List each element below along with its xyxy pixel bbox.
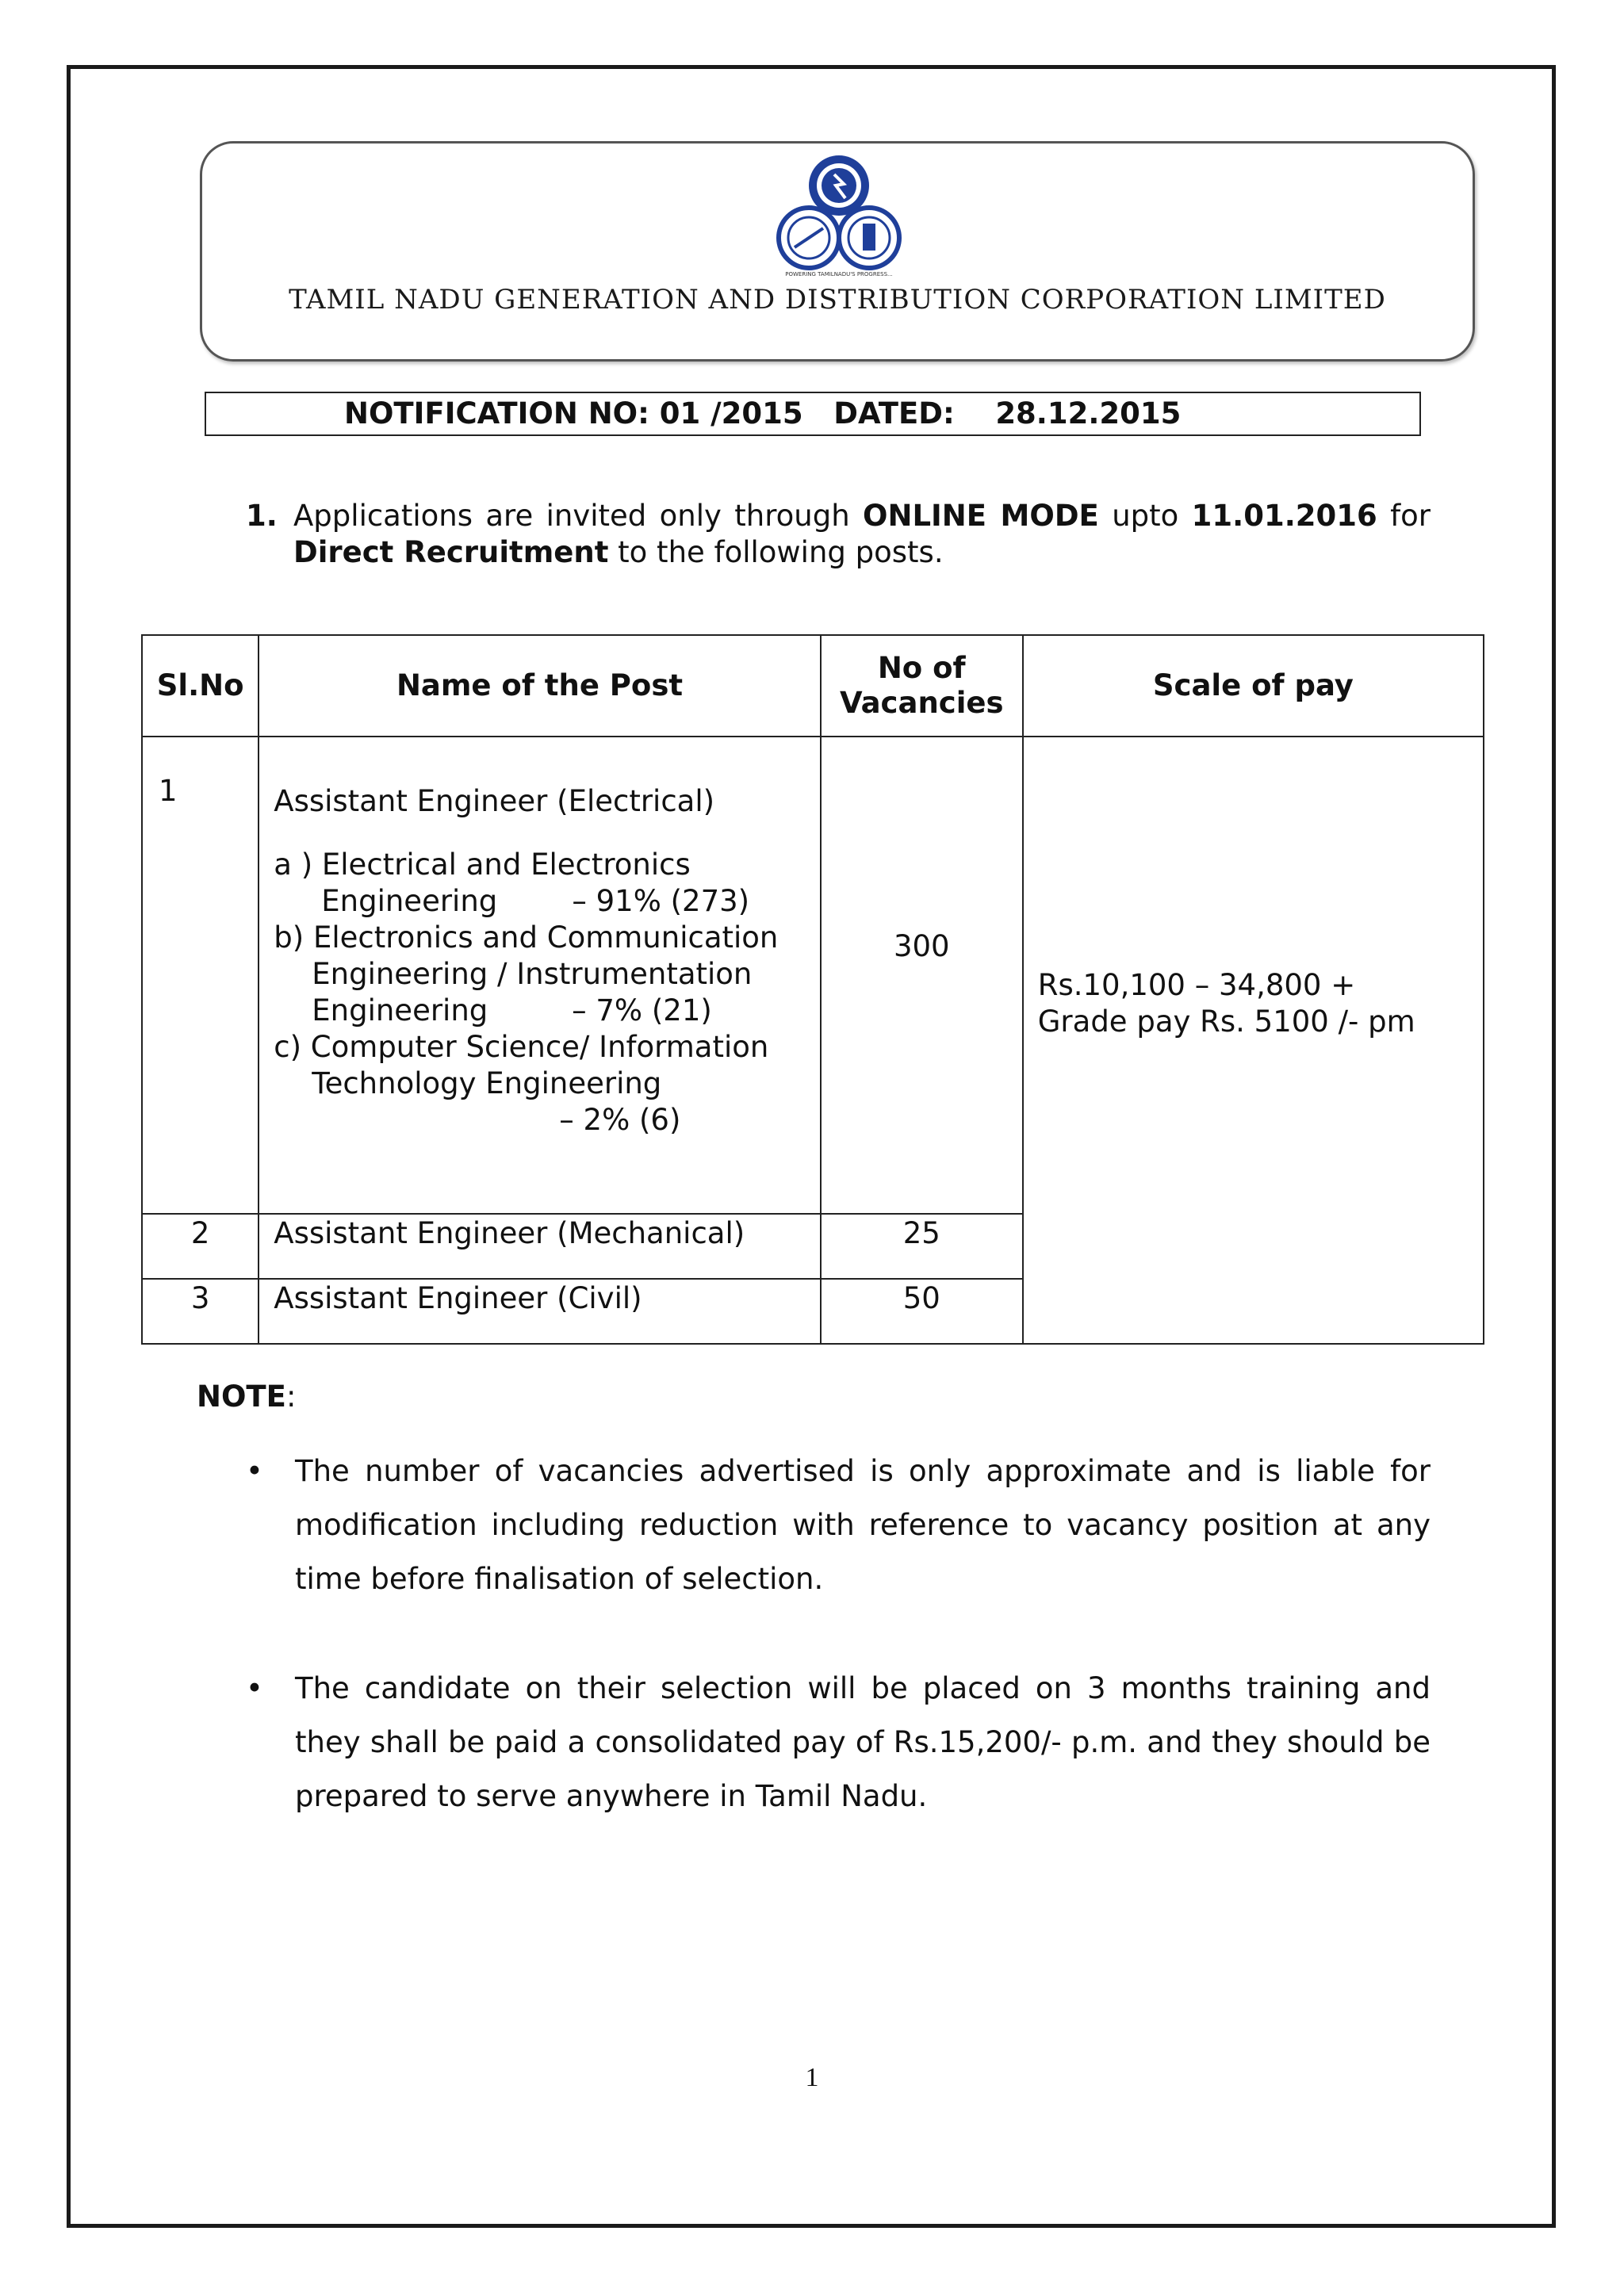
note-bullet-2: [246, 1662, 1431, 1823]
note-heading: NOTE:: [197, 1380, 297, 1414]
header-scale-of-pay: Scale of pay: [1023, 635, 1484, 737]
page-number: 1: [805, 2063, 819, 2092]
intro-number: 1.: [246, 499, 278, 533]
row1-option-c: c) Computer Science/ Information: [274, 1030, 769, 1064]
organization-name: TAMIL NADU GENERATION AND DISTRIBUTION CORPORATION LIMITED: [289, 284, 1386, 316]
row1-post: [259, 737, 820, 1214]
row1-option-a-detail: Engineering – 91% (273): [321, 884, 750, 918]
table-header-row: [142, 635, 1484, 737]
header-vacancies: No of Vacancies: [821, 635, 1023, 737]
list-item: • The candidate on their selection will be placed on 3 months training and they shall be paid a consolidated pay of Rs.15,200/- p.m. and they should be prepared to serve anywhere in Tamil Nadu.: [246, 1662, 1431, 1823]
intro-line-1: Applications are invited only through ONLINE MODE upto 11.01.2016 for: [293, 499, 1431, 533]
row1-option-c-share: – 2% (6): [559, 1103, 681, 1137]
row1-option-b: b) Electronics and Communication: [274, 920, 779, 955]
row3-slno: 3: [142, 1279, 259, 1344]
tneb-logo: [768, 144, 910, 279]
row1-slno: 1: [142, 737, 259, 1214]
row1-option-c-detail: Technology Engineering: [312, 1066, 662, 1100]
row1-option-b-detail: Engineering / Instrumentation: [312, 957, 753, 991]
scale-of-pay-cell: Rs.10,100 – 34,800 + Grade pay Rs. 5100 /- pm: [1023, 737, 1484, 1344]
row2-post: Assistant Engineer (Mechanical): [259, 1214, 820, 1279]
bullet-icon: •: [246, 1454, 263, 1488]
header-slno: Sl.No: [142, 635, 259, 737]
list-item: • The number of vacancies advertised is only approximate and is liable for modification including reduction with reference to vacancy position at any time before finalisation of selection.: [246, 1445, 1431, 1606]
row1-option-a: a ) Electrical and Electronics: [274, 848, 691, 882]
svg-text:POWERING TAMILNADU'S PROGRESS.: POWERING TAMILNADU'S PROGRESS...: [785, 271, 893, 277]
row2-vacancies: 25: [821, 1214, 1023, 1279]
table-row: [142, 737, 1484, 1214]
note-bullet-1: [246, 1445, 1431, 1606]
row1-vacancies: 300: [821, 737, 1023, 1214]
row3-post: Assistant Engineer (Civil): [259, 1279, 820, 1344]
header-post-name: Name of the Post: [259, 635, 820, 737]
row2-slno: 2: [142, 1214, 259, 1279]
notification-number: NOTIFICATION NO: 01 /2015 DATED: 28.12.2015: [344, 396, 1182, 430]
row1-post-title: Assistant Engineer (Electrical): [274, 784, 715, 818]
intro-line-2: Direct Recruitment to the following posts.: [293, 535, 944, 569]
row3-vacancies: 50: [821, 1279, 1023, 1344]
posts-table: [141, 634, 1484, 1345]
row1-option-b-share: Engineering – 7% (21): [312, 993, 712, 1027]
bullet-icon: •: [246, 1671, 263, 1705]
